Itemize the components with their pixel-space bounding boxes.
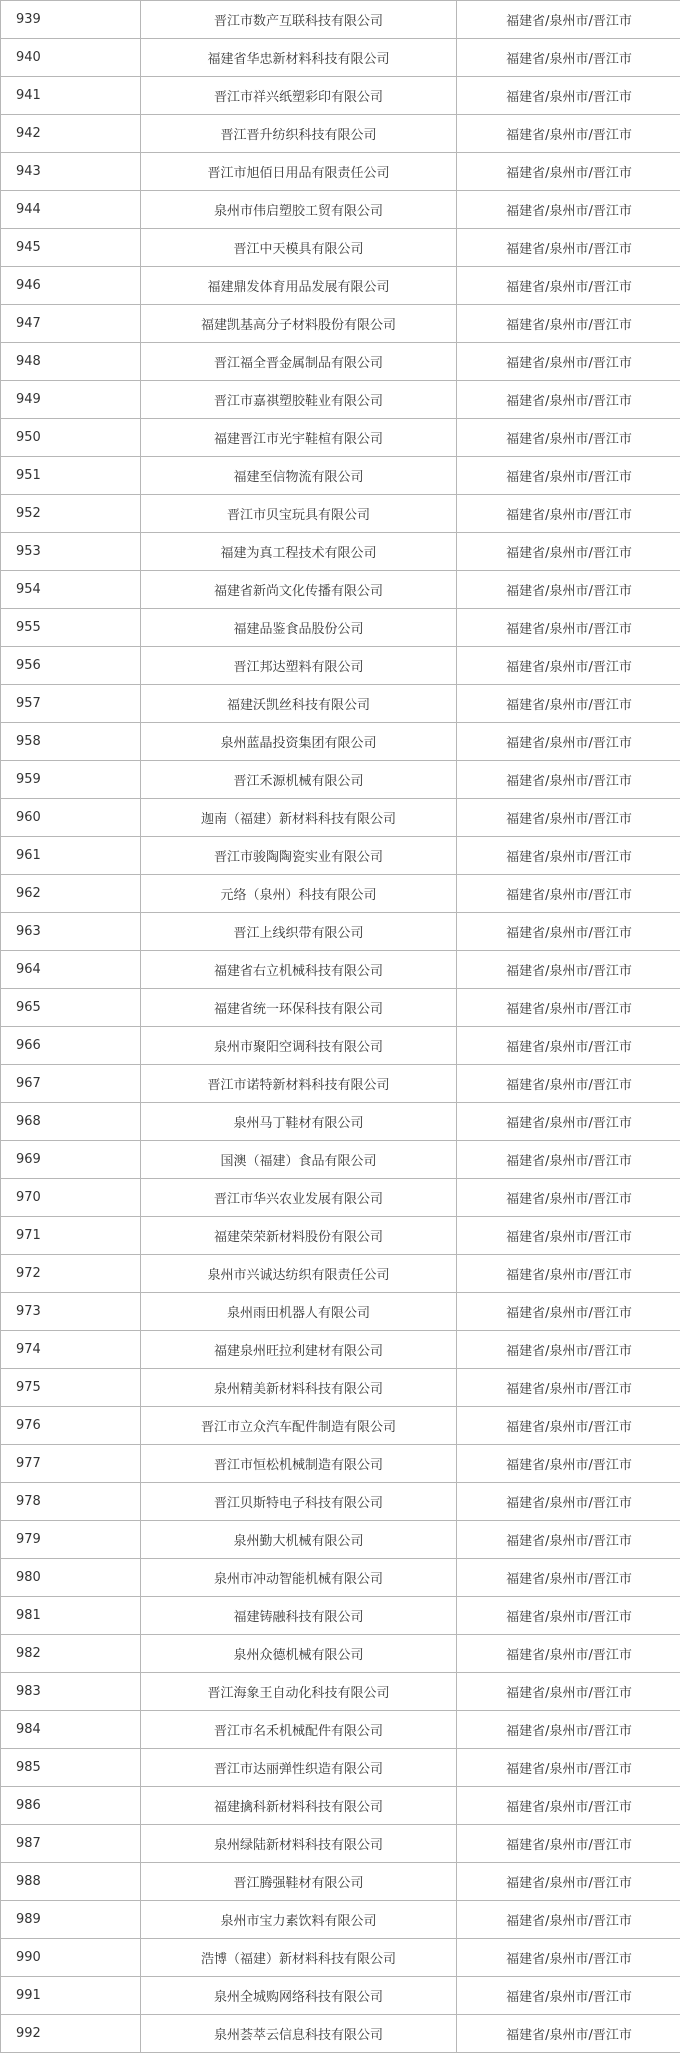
region-cell: 福建省/泉州市/晋江市 (457, 1179, 680, 1217)
table-row (1, 571, 680, 609)
table-row (1, 229, 680, 267)
row-number-cell: 979 (1, 1521, 141, 1559)
company-name-cell: 福建至信物流有限公司 (141, 457, 457, 495)
region-cell: 福建省/泉州市/晋江市 (457, 799, 680, 837)
row-number-cell: 975 (1, 1369, 141, 1407)
region-cell: 福建省/泉州市/晋江市 (457, 1863, 680, 1901)
row-number-cell: 978 (1, 1483, 141, 1521)
table-row (1, 609, 680, 647)
company-name-cell: 晋江福全晋金属制品有限公司 (141, 343, 457, 381)
row-number-cell: 957 (1, 685, 141, 723)
row-number-cell: 959 (1, 761, 141, 799)
company-name-cell: 国澳（福建）食品有限公司 (141, 1141, 457, 1179)
region-cell: 福建省/泉州市/晋江市 (457, 913, 680, 951)
row-number-cell: 986 (1, 1787, 141, 1825)
company-name-cell: 晋江市贝宝玩具有限公司 (141, 495, 457, 533)
region-cell: 福建省/泉州市/晋江市 (457, 191, 680, 229)
company-name-cell: 福建省新尚文化传播有限公司 (141, 571, 457, 609)
table-row (1, 989, 680, 1027)
table-row (1, 837, 680, 875)
region-cell: 福建省/泉州市/晋江市 (457, 2015, 680, 2053)
company-name-cell: 福建晋江市光宇鞋楦有限公司 (141, 419, 457, 457)
region-cell: 福建省/泉州市/晋江市 (457, 153, 680, 191)
company-name-cell: 福建省右立机械科技有限公司 (141, 951, 457, 989)
table-row (1, 799, 680, 837)
row-number-cell: 947 (1, 305, 141, 343)
company-name-cell: 泉州马丁鞋材有限公司 (141, 1103, 457, 1141)
row-number-cell: 961 (1, 837, 141, 875)
table-row (1, 1141, 680, 1179)
region-cell: 福建省/泉州市/晋江市 (457, 1521, 680, 1559)
table-row (1, 115, 680, 153)
company-name-cell: 晋江上线织带有限公司 (141, 913, 457, 951)
company-name-cell: 晋江市旭佰日用品有限责任公司 (141, 153, 457, 191)
company-name-cell: 福建荣荣新材料股份有限公司 (141, 1217, 457, 1255)
region-cell: 福建省/泉州市/晋江市 (457, 647, 680, 685)
region-cell: 福建省/泉州市/晋江市 (457, 571, 680, 609)
row-number-cell: 974 (1, 1331, 141, 1369)
region-cell: 福建省/泉州市/晋江市 (457, 1711, 680, 1749)
company-name-cell: 泉州勤大机械有限公司 (141, 1521, 457, 1559)
table-row (1, 1635, 680, 1673)
row-number-cell: 953 (1, 533, 141, 571)
region-cell: 福建省/泉州市/晋江市 (457, 685, 680, 723)
region-cell: 福建省/泉州市/晋江市 (457, 1141, 680, 1179)
company-name-cell: 泉州市兴诚达纺织有限责任公司 (141, 1255, 457, 1293)
table-row (1, 381, 680, 419)
row-number-cell: 965 (1, 989, 141, 1027)
row-number-cell: 983 (1, 1673, 141, 1711)
row-number-cell: 955 (1, 609, 141, 647)
row-number-cell: 980 (1, 1559, 141, 1597)
region-cell: 福建省/泉州市/晋江市 (457, 989, 680, 1027)
table-row (1, 1407, 680, 1445)
table-row (1, 1103, 680, 1141)
region-cell: 福建省/泉州市/晋江市 (457, 533, 680, 571)
row-number-cell: 967 (1, 1065, 141, 1103)
region-cell: 福建省/泉州市/晋江市 (457, 115, 680, 153)
row-number-cell: 950 (1, 419, 141, 457)
table-row (1, 2015, 680, 2053)
region-cell: 福建省/泉州市/晋江市 (457, 1939, 680, 1977)
row-number-cell: 990 (1, 1939, 141, 1977)
table-row (1, 723, 680, 761)
region-cell: 福建省/泉州市/晋江市 (457, 1749, 680, 1787)
company-name-cell: 泉州市聚阳空调科技有限公司 (141, 1027, 457, 1065)
table-row (1, 1749, 680, 1787)
table-row (1, 1787, 680, 1825)
company-name-cell: 福建沃凯丝科技有限公司 (141, 685, 457, 723)
company-name-cell: 泉州绿陆新材料科技有限公司 (141, 1825, 457, 1863)
table-row (1, 1369, 680, 1407)
row-number-cell: 987 (1, 1825, 141, 1863)
table-row (1, 457, 680, 495)
table-row (1, 1559, 680, 1597)
row-number-cell: 976 (1, 1407, 141, 1445)
table-row (1, 1065, 680, 1103)
table-row (1, 1293, 680, 1331)
company-name-cell: 泉州荟萃云信息科技有限公司 (141, 2015, 457, 2053)
region-cell: 福建省/泉州市/晋江市 (457, 1597, 680, 1635)
table-row (1, 533, 680, 571)
row-number-cell: 960 (1, 799, 141, 837)
region-cell: 福建省/泉州市/晋江市 (457, 1217, 680, 1255)
table-row (1, 1939, 680, 1977)
company-name-cell: 晋江禾源机械有限公司 (141, 761, 457, 799)
table-row (1, 951, 680, 989)
company-name-cell: 福建品鉴食品股份公司 (141, 609, 457, 647)
row-number-cell: 991 (1, 1977, 141, 2015)
table-row (1, 875, 680, 913)
table-row (1, 191, 680, 229)
region-cell: 福建省/泉州市/晋江市 (457, 1901, 680, 1939)
company-name-cell: 泉州精美新材料科技有限公司 (141, 1369, 457, 1407)
region-cell: 福建省/泉州市/晋江市 (457, 1825, 680, 1863)
company-name-cell: 晋江邦达塑料有限公司 (141, 647, 457, 685)
region-cell: 福建省/泉州市/晋江市 (457, 381, 680, 419)
region-cell: 福建省/泉州市/晋江市 (457, 1483, 680, 1521)
row-number-cell: 964 (1, 951, 141, 989)
row-number-cell: 970 (1, 1179, 141, 1217)
region-cell: 福建省/泉州市/晋江市 (457, 267, 680, 305)
region-cell: 福建省/泉州市/晋江市 (457, 1635, 680, 1673)
row-number-cell: 981 (1, 1597, 141, 1635)
table-row (1, 1255, 680, 1293)
table-row (1, 1, 680, 39)
region-cell: 福建省/泉州市/晋江市 (457, 609, 680, 647)
table-row (1, 1901, 680, 1939)
table-row (1, 1179, 680, 1217)
table-row (1, 1977, 680, 2015)
region-cell: 福建省/泉州市/晋江市 (457, 1369, 680, 1407)
region-cell: 福建省/泉州市/晋江市 (457, 761, 680, 799)
company-name-cell: 晋江市恒松机械制造有限公司 (141, 1445, 457, 1483)
table-row (1, 77, 680, 115)
table-row (1, 153, 680, 191)
row-number-cell: 963 (1, 913, 141, 951)
company-name-cell: 晋江市诺特新材料科技有限公司 (141, 1065, 457, 1103)
company-name-cell: 泉州众德机械有限公司 (141, 1635, 457, 1673)
company-name-cell: 泉州市冲动智能机械有限公司 (141, 1559, 457, 1597)
table-row (1, 1521, 680, 1559)
row-number-cell: 966 (1, 1027, 141, 1065)
row-number-cell: 954 (1, 571, 141, 609)
company-name-cell: 泉州雨田机器人有限公司 (141, 1293, 457, 1331)
table-row (1, 1863, 680, 1901)
company-name-cell: 福建泉州旺拉利建材有限公司 (141, 1331, 457, 1369)
company-name-cell: 泉州全城购网络科技有限公司 (141, 1977, 457, 2015)
row-number-cell: 948 (1, 343, 141, 381)
table-row (1, 647, 680, 685)
company-name-cell: 元络（泉州）科技有限公司 (141, 875, 457, 913)
region-cell: 福建省/泉州市/晋江市 (457, 39, 680, 77)
row-number-cell: 971 (1, 1217, 141, 1255)
company-name-cell: 福建擒科新材料科技有限公司 (141, 1787, 457, 1825)
company-name-cell: 晋江腾强鞋材有限公司 (141, 1863, 457, 1901)
company-name-cell: 晋江贝斯特电子科技有限公司 (141, 1483, 457, 1521)
table-row (1, 685, 680, 723)
table-row (1, 419, 680, 457)
region-cell: 福建省/泉州市/晋江市 (457, 1103, 680, 1141)
row-number-cell: 940 (1, 39, 141, 77)
region-cell: 福建省/泉州市/晋江市 (457, 1331, 680, 1369)
row-number-cell: 956 (1, 647, 141, 685)
table-row (1, 1597, 680, 1635)
region-cell: 福建省/泉州市/晋江市 (457, 495, 680, 533)
row-number-cell: 942 (1, 115, 141, 153)
company-name-cell: 晋江中天模具有限公司 (141, 229, 457, 267)
row-number-cell: 992 (1, 2015, 141, 2053)
table-row (1, 1673, 680, 1711)
region-cell: 福建省/泉州市/晋江市 (457, 1027, 680, 1065)
row-number-cell: 973 (1, 1293, 141, 1331)
row-number-cell: 943 (1, 153, 141, 191)
company-name-cell: 福建铸融科技有限公司 (141, 1597, 457, 1635)
company-name-cell: 泉州市伟启塑胶工贸有限公司 (141, 191, 457, 229)
row-number-cell: 952 (1, 495, 141, 533)
row-number-cell: 962 (1, 875, 141, 913)
region-cell: 福建省/泉州市/晋江市 (457, 457, 680, 495)
table-row (1, 1825, 680, 1863)
row-number-cell: 944 (1, 191, 141, 229)
region-cell: 福建省/泉州市/晋江市 (457, 1293, 680, 1331)
region-cell: 福建省/泉州市/晋江市 (457, 305, 680, 343)
row-number-cell: 969 (1, 1141, 141, 1179)
row-number-cell: 939 (1, 1, 141, 39)
row-number-cell: 941 (1, 77, 141, 115)
region-cell: 福建省/泉州市/晋江市 (457, 1255, 680, 1293)
table-row (1, 1483, 680, 1521)
company-name-cell: 晋江市达丽弹性织造有限公司 (141, 1749, 457, 1787)
table-row (1, 1331, 680, 1369)
region-cell: 福建省/泉州市/晋江市 (457, 419, 680, 457)
table-row (1, 761, 680, 799)
row-number-cell: 985 (1, 1749, 141, 1787)
row-number-cell: 945 (1, 229, 141, 267)
table-row (1, 1217, 680, 1255)
row-number-cell: 958 (1, 723, 141, 761)
region-cell: 福建省/泉州市/晋江市 (457, 1977, 680, 2015)
company-name-cell: 晋江市骏陶陶瓷实业有限公司 (141, 837, 457, 875)
company-name-cell: 福建凯基高分子材料股份有限公司 (141, 305, 457, 343)
company-name-cell: 晋江晋升纺织科技有限公司 (141, 115, 457, 153)
region-cell: 福建省/泉州市/晋江市 (457, 1407, 680, 1445)
company-name-cell: 晋江市数产互联科技有限公司 (141, 1, 457, 39)
row-number-cell: 977 (1, 1445, 141, 1483)
row-number-cell: 946 (1, 267, 141, 305)
company-table-body (1, 1, 680, 2053)
company-name-cell: 浩博（福建）新材料科技有限公司 (141, 1939, 457, 1977)
table-row (1, 267, 680, 305)
row-number-cell: 972 (1, 1255, 141, 1293)
region-cell: 福建省/泉州市/晋江市 (457, 1559, 680, 1597)
region-cell: 福建省/泉州市/晋江市 (457, 951, 680, 989)
row-number-cell: 982 (1, 1635, 141, 1673)
region-cell: 福建省/泉州市/晋江市 (457, 77, 680, 115)
table-row (1, 343, 680, 381)
company-name-cell: 福建为真工程技术有限公司 (141, 533, 457, 571)
region-cell: 福建省/泉州市/晋江市 (457, 837, 680, 875)
row-number-cell: 949 (1, 381, 141, 419)
region-cell: 福建省/泉州市/晋江市 (457, 875, 680, 913)
table-row (1, 39, 680, 77)
company-name-cell: 福建省华忠新材料科技有限公司 (141, 39, 457, 77)
region-cell: 福建省/泉州市/晋江市 (457, 1673, 680, 1711)
row-number-cell: 951 (1, 457, 141, 495)
region-cell: 福建省/泉州市/晋江市 (457, 1065, 680, 1103)
row-number-cell: 989 (1, 1901, 141, 1939)
company-name-cell: 晋江市立众汽车配件制造有限公司 (141, 1407, 457, 1445)
region-cell: 福建省/泉州市/晋江市 (457, 343, 680, 381)
region-cell: 福建省/泉州市/晋江市 (457, 1, 680, 39)
company-name-cell: 晋江市嘉祺塑胶鞋业有限公司 (141, 381, 457, 419)
company-name-cell: 晋江海象王自动化科技有限公司 (141, 1673, 457, 1711)
region-cell: 福建省/泉州市/晋江市 (457, 1787, 680, 1825)
row-number-cell: 968 (1, 1103, 141, 1141)
table-row (1, 1027, 680, 1065)
company-name-cell: 泉州蓝晶投资集团有限公司 (141, 723, 457, 761)
table-row (1, 1445, 680, 1483)
region-cell: 福建省/泉州市/晋江市 (457, 229, 680, 267)
row-number-cell: 988 (1, 1863, 141, 1901)
table-row (1, 495, 680, 533)
company-name-cell: 泉州市宝力素饮料有限公司 (141, 1901, 457, 1939)
table-row (1, 1711, 680, 1749)
company-name-cell: 晋江市祥兴纸塑彩印有限公司 (141, 77, 457, 115)
company-name-cell: 福建省统一环保科技有限公司 (141, 989, 457, 1027)
company-name-cell: 迦南（福建）新材料科技有限公司 (141, 799, 457, 837)
row-number-cell: 984 (1, 1711, 141, 1749)
table-row (1, 913, 680, 951)
region-cell: 福建省/泉州市/晋江市 (457, 723, 680, 761)
company-name-cell: 晋江市华兴农业发展有限公司 (141, 1179, 457, 1217)
company-name-cell: 福建鼎发体育用品发展有限公司 (141, 267, 457, 305)
table-row (1, 305, 680, 343)
company-name-cell: 晋江市名禾机械配件有限公司 (141, 1711, 457, 1749)
region-cell: 福建省/泉州市/晋江市 (457, 1445, 680, 1483)
